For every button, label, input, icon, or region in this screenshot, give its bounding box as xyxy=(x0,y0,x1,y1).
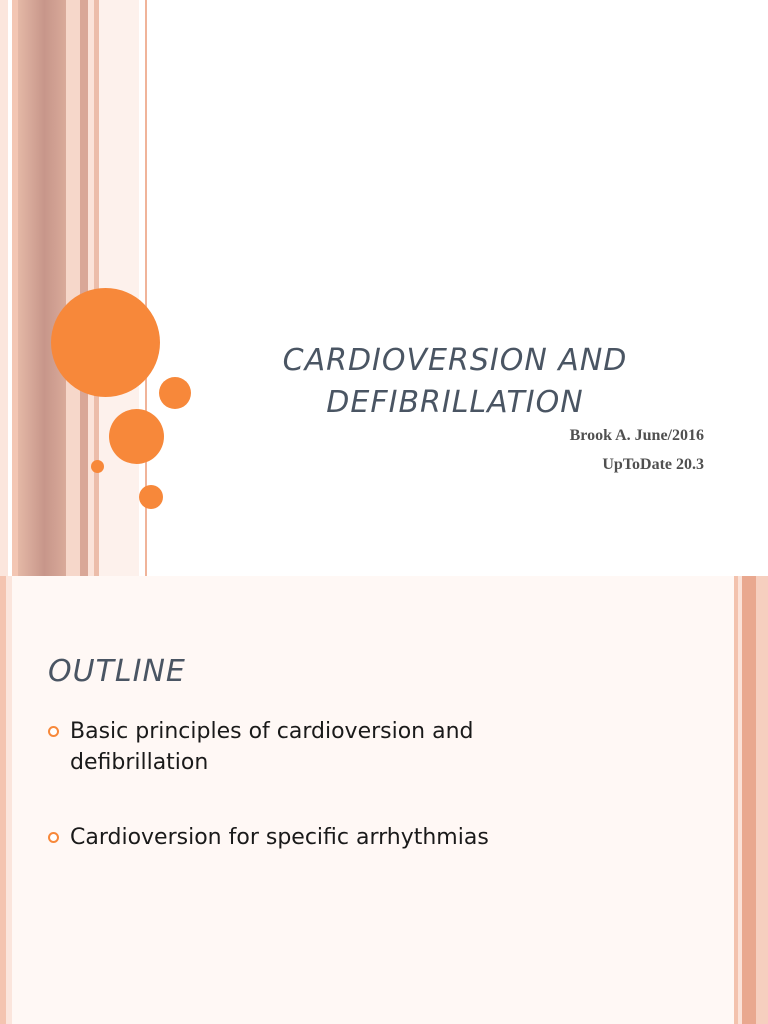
decorative-stripe xyxy=(6,576,12,1024)
bullet-circle-icon xyxy=(48,832,59,843)
decorative-circle-small xyxy=(139,485,163,509)
bullet-text: Basic principles of cardioversion and defibrillation xyxy=(70,719,474,775)
decorative-stripe xyxy=(756,576,768,1024)
decorative-stripe xyxy=(18,0,66,576)
source-reference: UpToDate 20.3 xyxy=(602,456,704,473)
decorative-circle-medium xyxy=(109,409,164,464)
slide-heading: OUTLINE xyxy=(48,654,186,689)
decorative-circle-small xyxy=(159,377,191,409)
bullet-list xyxy=(48,716,588,853)
decorative-stripe xyxy=(66,0,80,576)
bullet-circle-icon xyxy=(48,726,59,737)
decorative-circle-tiny xyxy=(91,460,104,473)
decorative-circle-large xyxy=(51,288,160,397)
bullet-text: Cardioversion for specific arrhythmias xyxy=(70,825,489,850)
list-item xyxy=(48,716,588,778)
decorative-stripe xyxy=(0,0,8,576)
decorative-stripe xyxy=(742,576,756,1024)
slide-title-line1: CARDIOVERSION AND xyxy=(282,343,628,378)
slide-title xyxy=(230,340,680,424)
list-item xyxy=(48,822,588,853)
outline-slide xyxy=(0,576,768,1024)
decorative-stripe xyxy=(80,0,88,576)
author-date: Brook A. June/2016 xyxy=(569,427,704,444)
slide-title-line2: DEFIBRILLATION xyxy=(326,385,584,420)
